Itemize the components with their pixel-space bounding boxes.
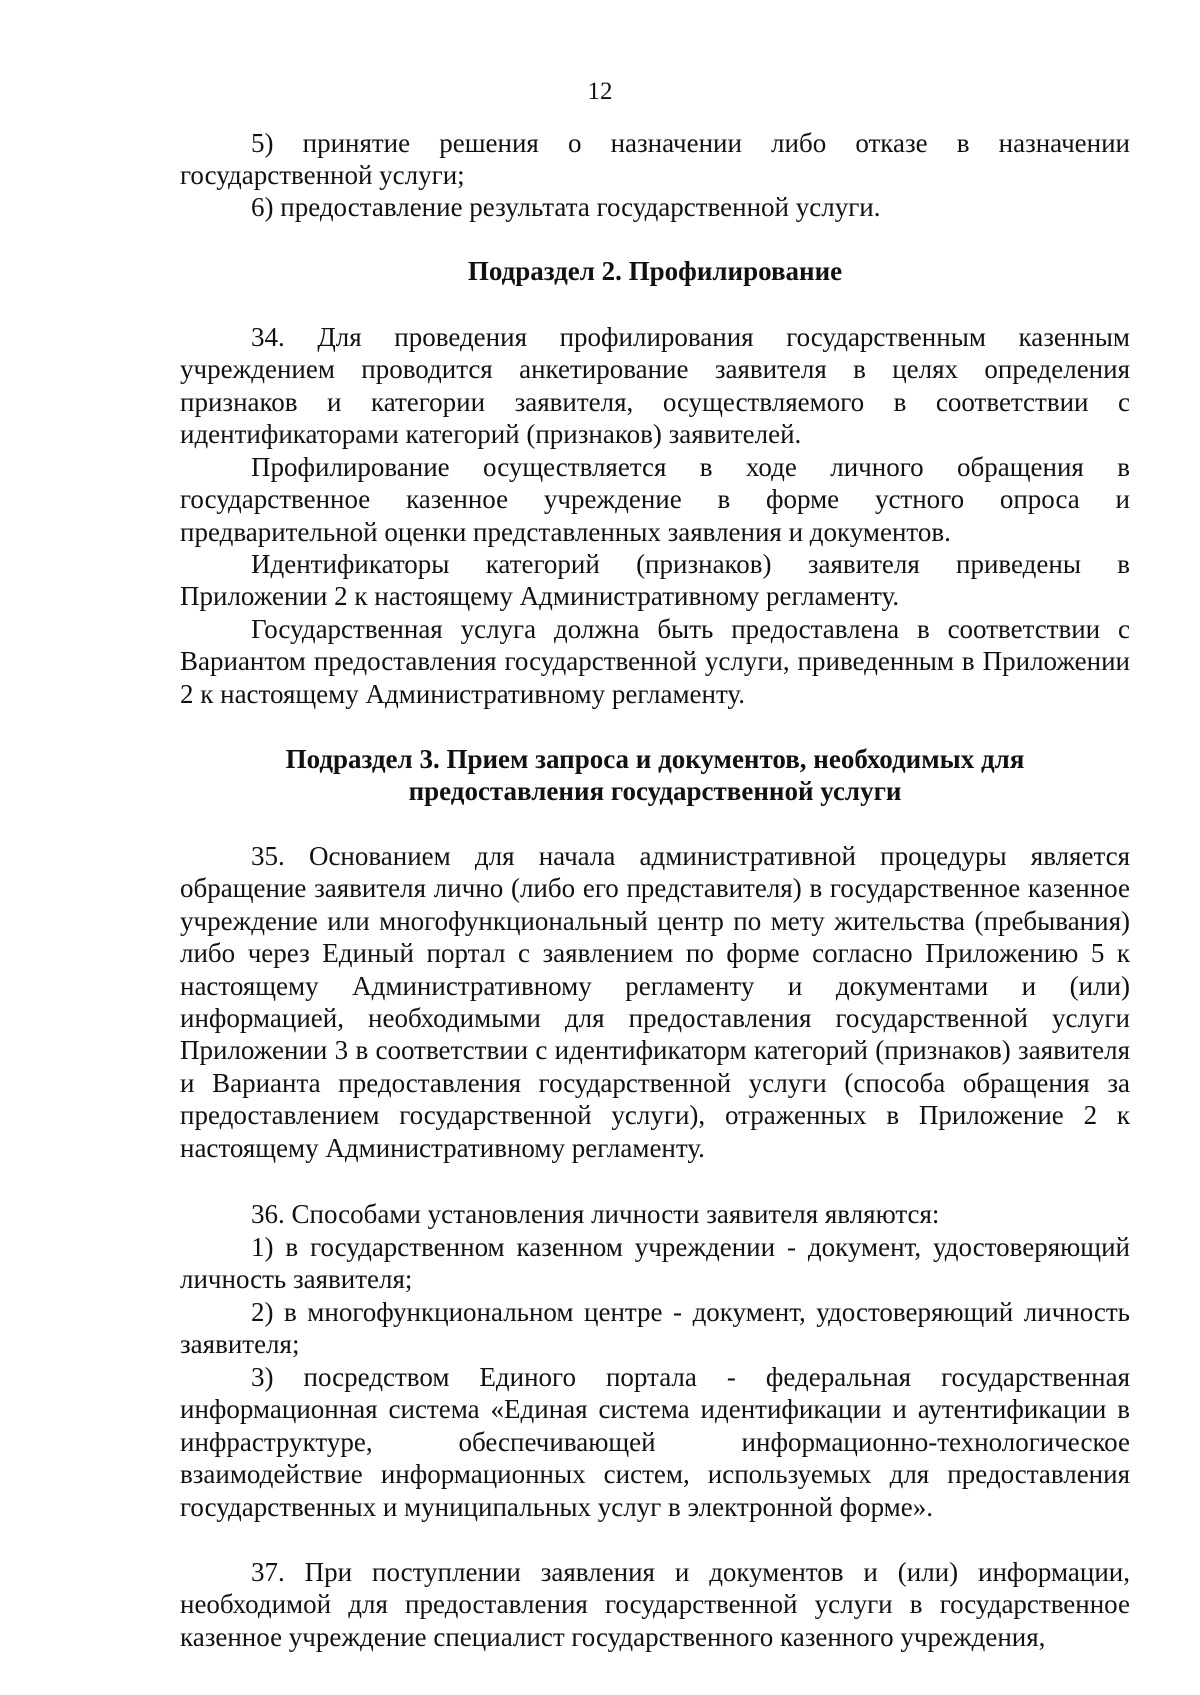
- paragraph: 35. Основанием для начала административной процедуры является обращение заявителя лично (либо его представителя) в государственное казенное учреждение или многофункциональный центр по мету жительства (пребывания) либо через Единый портал с заявлением по форме согласно Приложению 5 к настоящему Административному регламенту и документами и (или) информацией, необходимыми для предоставления государственной услуги Приложении 3 в соответствии с идентификаторм категорий (признаков) заявителя и Варианта предоставления государственной услуги (способа обращения за предоставлением государственной услуги), отраженных в Приложение 2 к настоящему Административному регламенту.: [180, 841, 1130, 1163]
- paragraph: 34. Для проведения профилирования государственным казенным учреждением проводится анкетирование заявителя в целях определения признаков и категории заявителя, осуществляемого в соответствии с идентификаторами категорий (признаков) заявителей.: [180, 322, 1130, 450]
- paragraph-block: [180, 1556, 1130, 1653]
- paragraph-block: [180, 191, 1130, 223]
- page-number: 12: [587, 78, 613, 105]
- subsection-heading: [180, 743, 1130, 808]
- paragraph: 1) в государственном казенном учреждении - документ, удостоверяющий личность заявителя;: [180, 1232, 1130, 1295]
- paragraph: 5) принятие решения о назначении либо отказе в назначении государственной услуги;: [180, 128, 1130, 191]
- subsection-heading: [180, 255, 1130, 287]
- paragraph-block: [180, 1361, 1130, 1523]
- paragraph-block: [180, 548, 1130, 613]
- paragraph-block: [180, 613, 1130, 710]
- paragraph-block: [180, 1198, 1130, 1230]
- paragraph: 2) в многофункциональном центре - документ, удостоверяющий личность заявителя;: [180, 1297, 1130, 1360]
- paragraph: Идентификаторы категорий (признаков) заявителя приведены в Приложении 2 к настоящему Административному регламенту.: [180, 549, 1130, 612]
- paragraph-block: [180, 451, 1130, 548]
- paragraph-block: [180, 321, 1130, 451]
- paragraph: Профилирование осуществляется в ходе личного обращения в государственное казенное учреждение в форме устного опроса и предварительной оценки представленных заявления и документов.: [180, 452, 1130, 547]
- subsection-heading-line: предоставления государственной услуги: [408, 776, 902, 807]
- paragraph: 36. Способами установления личности заявителя являются:: [251, 1199, 940, 1229]
- subsection-heading-line: Подраздел 2. Профилирование: [467, 256, 843, 286]
- paragraph-block: [180, 1296, 1130, 1361]
- paragraph: 3) посредством Единого портала - федеральная государственная информационная система «Единая система идентификации и аутентификации в инфраструктуре, обеспечивающей информационно-технологическое взаимодействие информационных систем, используемых для предоставления государственных и муниципальных услуг в электронной форме».: [180, 1362, 1130, 1522]
- paragraph: 6) предоставление результата государственной услуги.: [251, 192, 881, 222]
- subsection-heading-line: Подраздел 3. Прием запроса и документов, необходимых для: [285, 744, 1025, 774]
- paragraph: 37. При поступлении заявления и документов и (или) информации, необходимой для предоставления государственной услуги в государственное казенное учреждение специалист государственного казенного учреждения,: [180, 1557, 1130, 1652]
- paragraph-block: [180, 840, 1130, 1164]
- paragraph: Государственная услуга должна быть предоставлена в соответствии с Вариантом предоставления государственной услуги, приведенным в Приложении 2 к настоящему Административному регламенту.: [180, 614, 1130, 709]
- paragraph-block: [180, 1231, 1130, 1296]
- paragraph-block: [180, 127, 1130, 192]
